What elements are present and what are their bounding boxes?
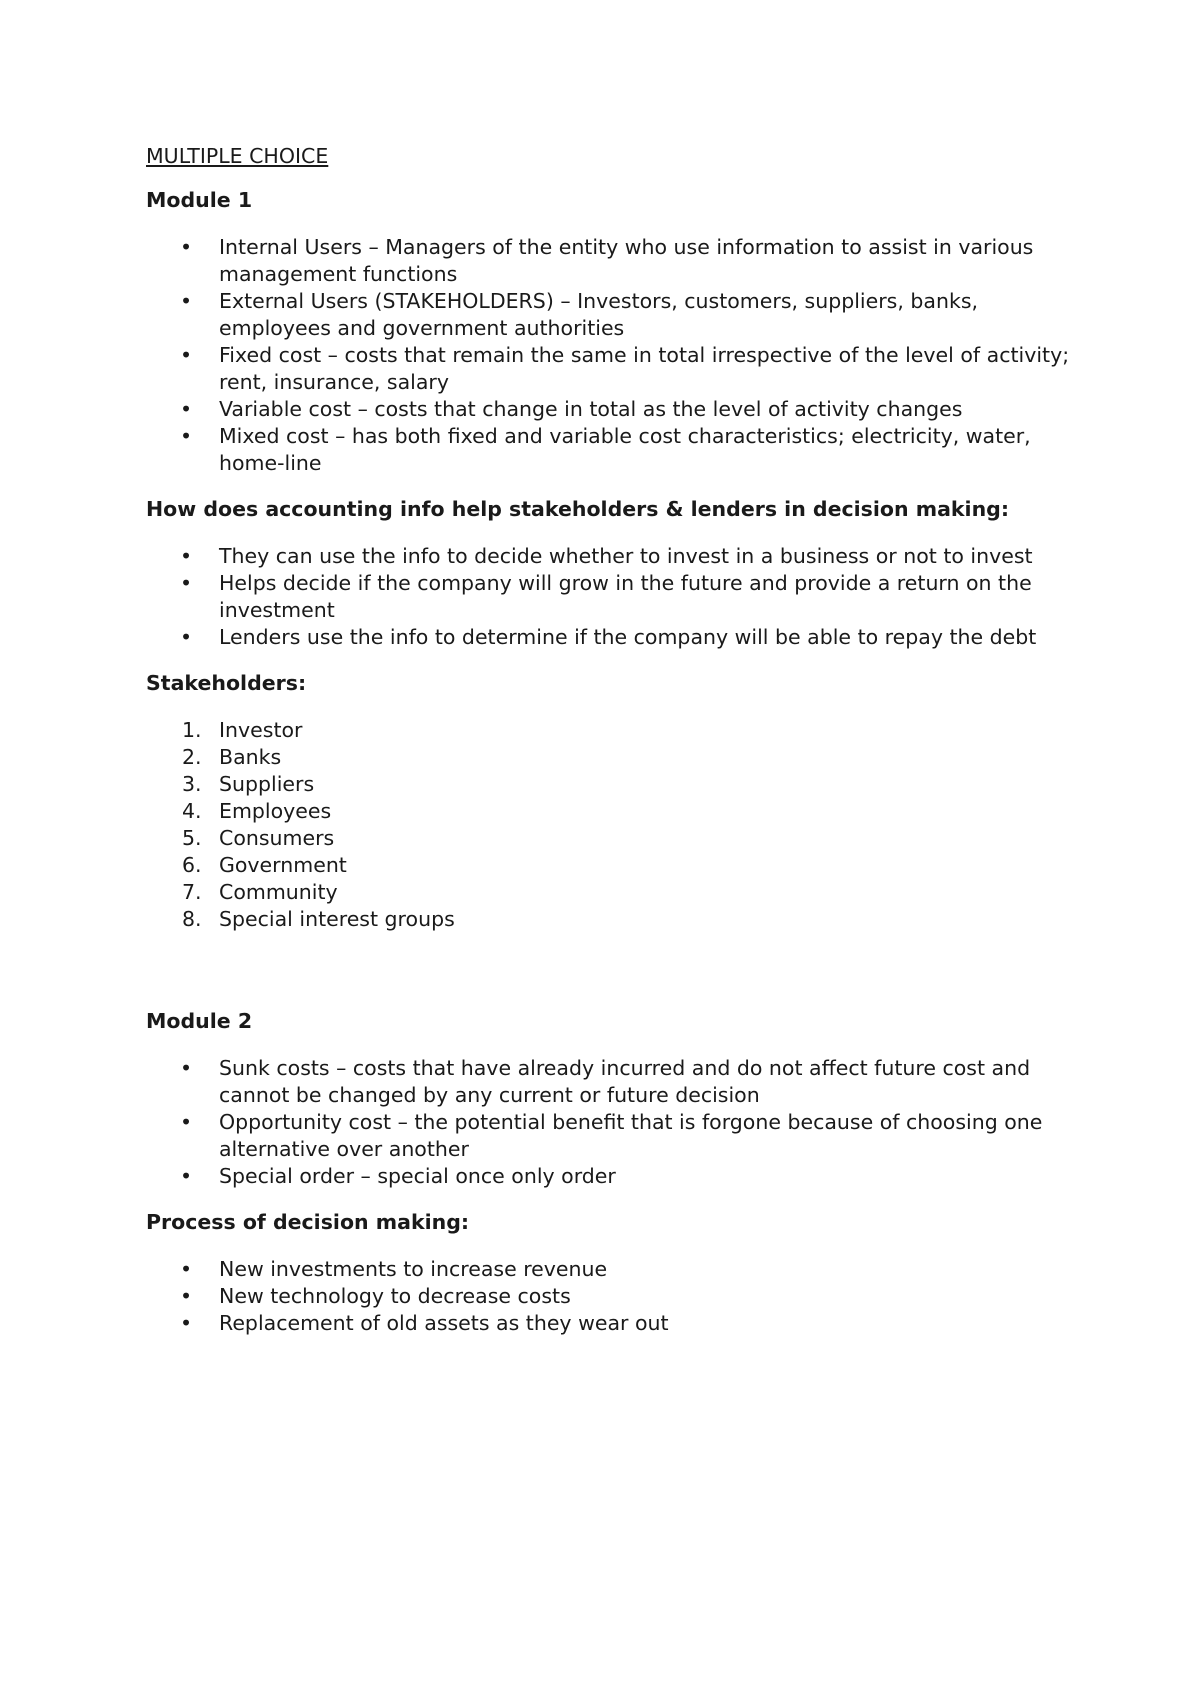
list-item <box>146 852 1076 879</box>
list-item: • Helps decide if the company will grow in the future and provide a return on the investment <box>146 570 1076 624</box>
list-item: • New technology to decrease costs <box>146 1283 1076 1310</box>
list-item <box>146 744 1076 771</box>
list-item <box>146 717 1076 744</box>
list-item <box>146 798 1076 825</box>
module-1-heading: Module 1 <box>146 188 253 212</box>
list-number: 6. <box>182 853 202 877</box>
list-text: Government <box>219 853 347 877</box>
document-title: MULTIPLE CHOICE <box>146 144 329 168</box>
spacer <box>146 952 1076 1008</box>
list-item: • Lenders use the info to determine if the company will be able to repay the debt <box>146 624 1076 651</box>
accounting-info-heading: How does accounting info help stakeholders & lenders in decision making: <box>146 497 1010 521</box>
document-page <box>146 143 1076 1356</box>
list-text: Consumers <box>219 826 335 850</box>
list-number: 7. <box>182 880 202 904</box>
accounting-info-list <box>146 543 1076 651</box>
list-item: • New investments to increase revenue <box>146 1256 1076 1283</box>
list-item: • External Users (STAKEHOLDERS) – Investors, customers, suppliers, banks, employees and government authorities <box>146 288 1076 342</box>
decision-process-heading: Process of decision making: <box>146 1210 470 1234</box>
list-item <box>146 906 1076 933</box>
list-item: • Special order – special once only order <box>146 1163 1076 1190</box>
stakeholders-list <box>146 717 1076 933</box>
list-item <box>146 825 1076 852</box>
module-1-list <box>146 234 1076 477</box>
list-item <box>146 771 1076 798</box>
list-text: Investor <box>219 718 303 742</box>
list-item: • Fixed cost – costs that remain the same in total irrespective of the level of activity; rent, insurance, salary <box>146 342 1076 396</box>
list-number: 2. <box>182 745 202 769</box>
list-item: • Replacement of old assets as they wear out <box>146 1310 1076 1337</box>
list-text: Banks <box>219 745 282 769</box>
list-item: • Mixed cost – has both fixed and variable cost characteristics; electricity, water, home-line <box>146 423 1076 477</box>
list-number: 1. <box>182 718 202 742</box>
stakeholders-heading: Stakeholders: <box>146 671 307 695</box>
list-number: 8. <box>182 907 202 931</box>
module-2-heading: Module 2 <box>146 1009 253 1033</box>
list-text: Special interest groups <box>219 907 455 931</box>
module-2-list <box>146 1055 1076 1190</box>
list-number: 4. <box>182 799 202 823</box>
list-number: 5. <box>182 826 202 850</box>
list-item: • They can use the info to decide whether to invest in a business or not to invest <box>146 543 1076 570</box>
list-item: • Sunk costs – costs that have already incurred and do not affect future cost and cannot be changed by any current or future decision <box>146 1055 1076 1109</box>
list-item: • Variable cost – costs that change in total as the level of activity changes <box>146 396 1076 423</box>
list-item <box>146 879 1076 906</box>
list-text: Suppliers <box>219 772 315 796</box>
list-item: • Opportunity cost – the potential benefit that is forgone because of choosing one alternative over another <box>146 1109 1076 1163</box>
list-number: 3. <box>182 772 202 796</box>
decision-process-list <box>146 1256 1076 1337</box>
list-text: Employees <box>219 799 332 823</box>
list-item: • Internal Users – Managers of the entity who use information to assist in various management functions <box>146 234 1076 288</box>
list-text: Community <box>219 880 338 904</box>
